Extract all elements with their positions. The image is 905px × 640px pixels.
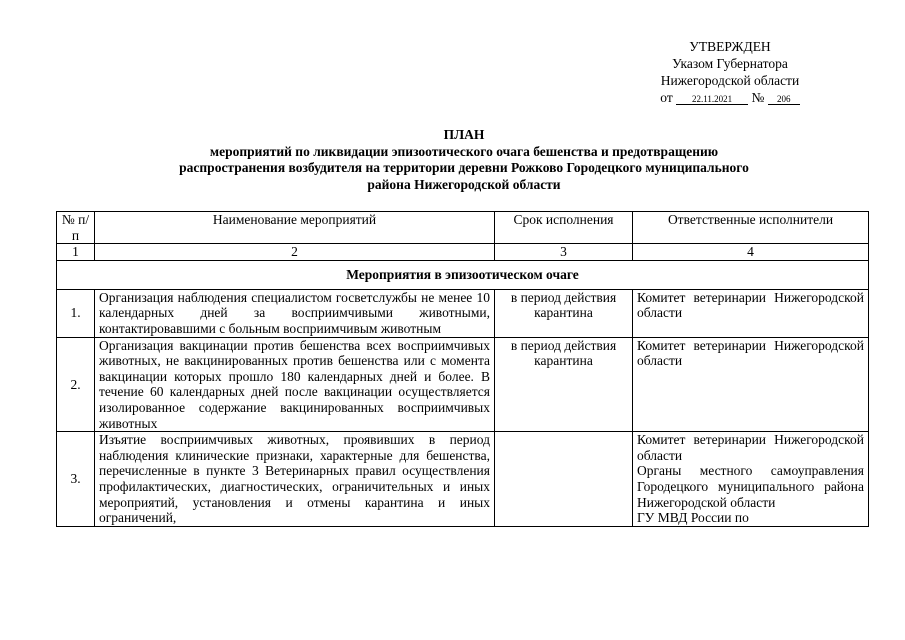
row-term: в период действия карантина [495,289,633,337]
responsible-item: ГУ МВД России по [637,510,749,526]
approval-decree: Указом Губернатора [672,56,788,71]
table-row [57,337,869,432]
section-row [57,260,869,289]
approval-date-prefix: от [660,90,673,105]
column-number-row [57,244,869,261]
column-number-4: 4 [633,244,869,261]
row-action: Организация вакцинации против бешенства всех восприимчивых животных, не вакцинированных против бешенства или с момента вакцинации которых прошло 180 календарных дней и более. В течение 60 календарных дней после вакцинации осуществляется изолированное содержание вакцинированных восприимчивых животных [95,337,495,432]
title-line-2: распространения возбудителя на территории деревни Рожково Городецкого муниципального [179,160,749,175]
approval-date-line [612,89,848,106]
table-row [57,289,869,337]
title-line-1: мероприятий по ликвидации эпизоотического очага бешенства и предотвращению [209,143,719,159]
table-header-row [57,212,869,244]
document-title [60,127,868,193]
row-term: в период действия карантина [495,337,633,432]
approval-region: Нижегородской области [660,73,800,88]
responsible-item: Комитет ветеринарии Нижегородской области [637,432,864,463]
approval-date: 22.11.2021 [676,94,748,105]
column-number-2: 2 [95,244,495,261]
header-action: Наименование мероприятий [95,212,495,244]
responsible-item: Органы местного самоуправления Городецкого муниципального района Нижегородской области [637,463,864,510]
row-number: 3. [57,432,95,527]
approval-heading: УТВЕРЖДЕН [689,39,771,54]
row-responsible [633,337,869,432]
header-number: № п/п [57,212,95,244]
approval-number: 206 [768,94,800,105]
responsible-item: Комитет ветеринарии Нижегородской области [637,289,864,321]
table-row [57,432,869,527]
column-number-1: 1 [57,244,95,261]
header-term: Срок исполнения [495,212,633,244]
title-line-3: района Нижегородской области [367,176,561,192]
title-heading: ПЛАН [443,127,485,142]
approval-stamp [612,38,848,106]
column-number-3: 3 [495,244,633,261]
plan-table [56,211,869,527]
row-number: 2. [57,337,95,432]
section-title: Мероприятия в эпизоотическом очаге [57,260,869,289]
row-responsible [633,432,869,527]
row-number: 1. [57,289,95,337]
responsible-item: Комитет ветеринарии Нижегородской области [637,337,864,369]
row-action: Изъятие восприимчивых животных, проявивших в период наблюдения клинические признаки, характерные для бешенства, перечисленные в пункте 3 Ветеринарных правил осуществления профилактических, диагностических, ограничительных и иных мероприятий, установления и отмены карантина и иных ограничений, [95,432,495,527]
approval-number-sign: № [751,90,765,105]
row-action: Организация наблюдения специалистом госветслужбы не менее 10 календарных дней за восприимчивыми животными, контактировавшими с больным восприимчивым животным [95,289,495,337]
row-responsible [633,289,869,337]
header-responsible: Ответственные исполнители [633,212,869,244]
row-term [495,432,633,527]
